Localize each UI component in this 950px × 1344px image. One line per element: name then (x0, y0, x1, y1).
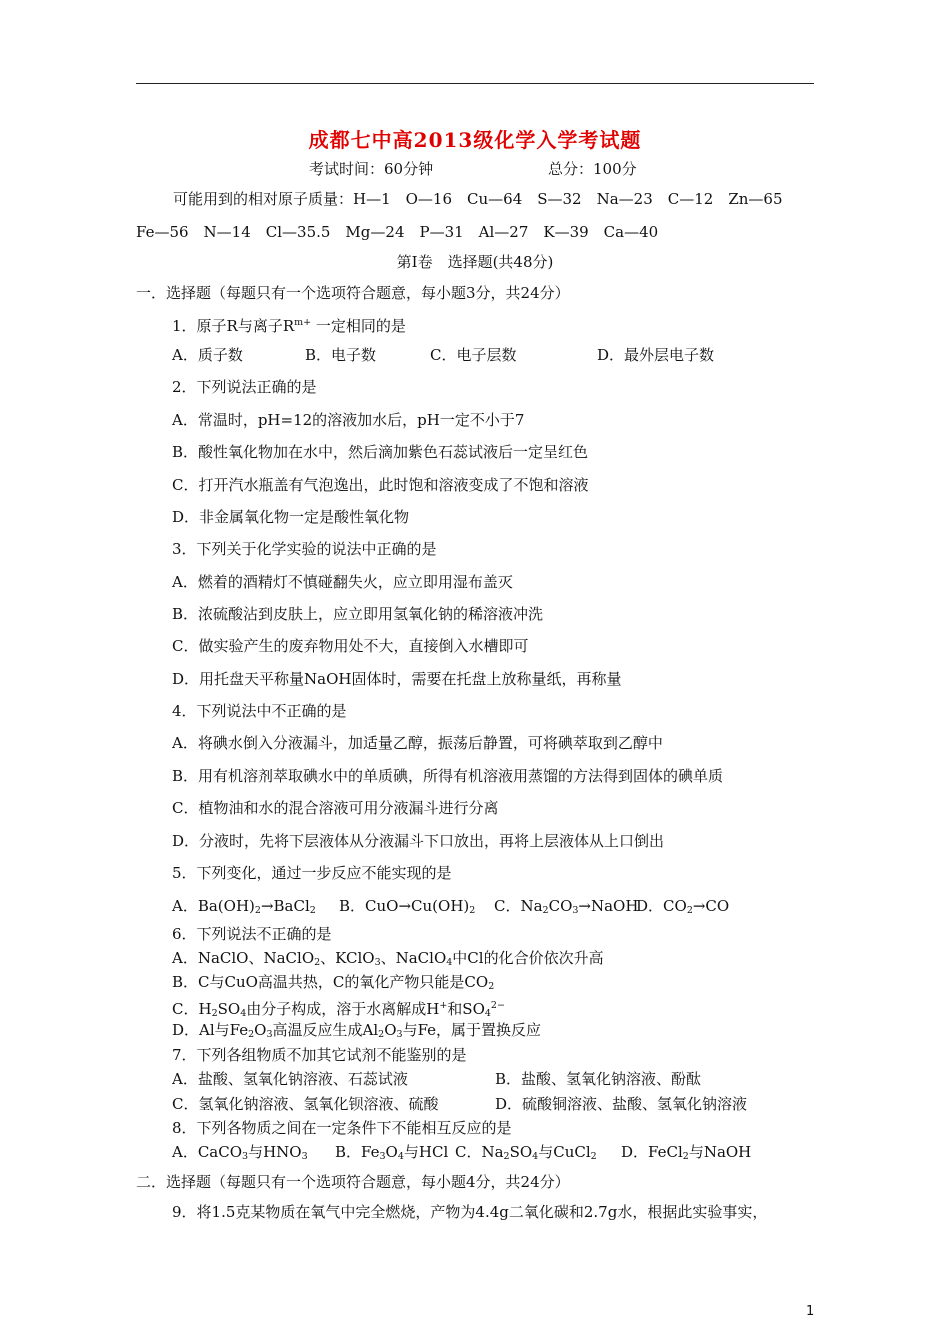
question-6-stem: 6．下列说法不正确的是 (172, 925, 332, 943)
question-8-stem: 8．下列各物质之间在一定条件下不能相互反应的是 (172, 1119, 512, 1137)
question-7-stem: 7．下列各组物质不加其它试剂不能鉴别的是 (172, 1046, 467, 1064)
section-2-heading: 二．选择题（每题只有一个选项符合题意，每小题4分，共24分） (136, 1173, 570, 1191)
q2-option-b: B．酸性氧化物加在水中，然后滴加紫色石蕊试液后一定呈红色 (172, 443, 589, 461)
atomic-mass-line-2: Fe—56 N—14 Cl—35.5 Mg—24 P—31 Al—27 K—39 Ca—40 (136, 223, 659, 241)
exam-total: 总分：100分 (548, 160, 637, 178)
q7-option-b: B．盐酸、氢氧化钠溶液、酚酞 (495, 1070, 702, 1088)
q1-option-c: C．电子层数 (430, 346, 517, 364)
q3-option-a: A．燃着的酒精灯不慎碰翻失火，应立即用湿布盖灭 (172, 573, 513, 591)
header-rule (136, 83, 814, 84)
page-number: 1 (806, 1304, 815, 1319)
q1-option-a: A．质子数 (172, 346, 243, 364)
question-1-stem: 1．原子R与离子$R^{m+}$ 一定相同的是 (172, 317, 406, 335)
q5-option-a: A．$Ba(OH)_2\to BaCl_2$ (172, 897, 316, 916)
q8-option-b: B．$Fe_3O_4$与HCl (335, 1143, 449, 1162)
q2-option-d: D．非金属氧化物一定是酸性氧化物 (172, 508, 410, 526)
q4-option-a: A．将碘水倒入分液漏斗，加适量乙醇，振荡后静置，可将碘萃取到乙醇中 (172, 734, 663, 752)
exam-title: 成都七中高2013级化学入学考试题 (308, 128, 642, 152)
q2-option-a: A．常温时，pH=12的溶液加水后，pH一定不小于7 (172, 411, 525, 429)
q5-option-d: D．$CO_2\to CO$ (636, 897, 730, 916)
q2-option-c: C．打开汽水瓶盖有气泡逸出，此时饱和溶液变成了不饱和溶液 (172, 476, 589, 494)
q8-option-c: C．$Na_2SO_4$与CuCl$_2$ (455, 1143, 597, 1162)
q6-option-b: B．C与CuO高温共热，C的氧化产物只能是$CO_2$ (172, 973, 495, 992)
q7-option-c: C．氢氧化钠溶液、氢氧化钡溶液、硫酸 (172, 1095, 439, 1113)
section-1-heading: 一．选择题（每题只有一个选项符合题意，每小题3分，共24分） (136, 284, 570, 302)
q8-option-d: D．FeCl$_2$与NaOH (621, 1143, 752, 1162)
atomic-mass-line-1: 可能用到的相对原子质量：H—1 O—16 Cu—64 S—32 Na—23 C—12 Zn—65 (173, 190, 783, 208)
exam-time: 考试时间：60分钟 (309, 160, 434, 178)
q7-option-d: D．硫酸铜溶液、盐酸、氢氧化钠溶液 (495, 1095, 748, 1113)
question-9-stem: 9．将1.5克某物质在氧气中完全燃烧，产物为4.4g二氧化碳和2.7g水，根据此实验事实， (172, 1203, 768, 1221)
question-4-stem: 4．下列说法中不正确的是 (172, 702, 347, 720)
q4-option-b: B．用有机溶剂萃取碘水中的单质碘，所得有机溶液用蒸馏的方法得到固体的碘单质 (172, 767, 724, 785)
q6-option-c: C．$H_2SO_4$由分子构成，溶于水离解成H+和$SO_4^{2-}$ (172, 1000, 505, 1019)
q3-option-d: D．用托盘天平称量NaOH固体时，需要在托盘上放称量纸，再称量 (172, 670, 622, 688)
q4-option-d: D．分液时，先将下层液体从分液漏斗下口放出，再将上层液体从上口倒出 (172, 832, 665, 850)
q4-option-c: C．植物油和水的混合溶液可用分液漏斗进行分离 (172, 799, 499, 817)
part-1-title: 第Ⅰ卷 选择题(共48分) (396, 253, 554, 271)
question-5-stem: 5．下列变化，通过一步反应不能实现的是 (172, 864, 452, 882)
q8-option-a: A．CaCO$_3$与$HNO_3$ (172, 1143, 308, 1162)
q6-option-a: A．NaClO、NaClO$_2$、KClO$_3$、NaClO$_4$中Cl的化合价依次升高 (172, 949, 604, 968)
q5-option-b: B．$CuO\to Cu(OH)_2$ (339, 897, 476, 916)
q1-option-d: D．最外层电子数 (597, 346, 715, 364)
q3-option-b: B．浓硫酸沾到皮肤上，应立即用氢氧化钠的稀溶液冲洗 (172, 605, 544, 623)
question-2-stem: 2．下列说法正确的是 (172, 378, 317, 396)
q6-option-d: D．Al与$Fe_2O_3$高温反应生成$Al_2O_3$与Fe，属于置换反应 (172, 1021, 542, 1040)
q5-option-c: C．$Na_2CO_3\to NaOH$ (494, 897, 639, 916)
q3-option-c: C．做实验产生的废弃物用处不大，直接倒入水槽即可 (172, 637, 529, 655)
q7-option-a: A．盐酸、氢氧化钠溶液、石蕊试液 (172, 1070, 408, 1088)
q1-option-b: B．电子数 (305, 346, 377, 364)
question-3-stem: 3．下列关于化学实验的说法中正确的是 (172, 540, 437, 558)
